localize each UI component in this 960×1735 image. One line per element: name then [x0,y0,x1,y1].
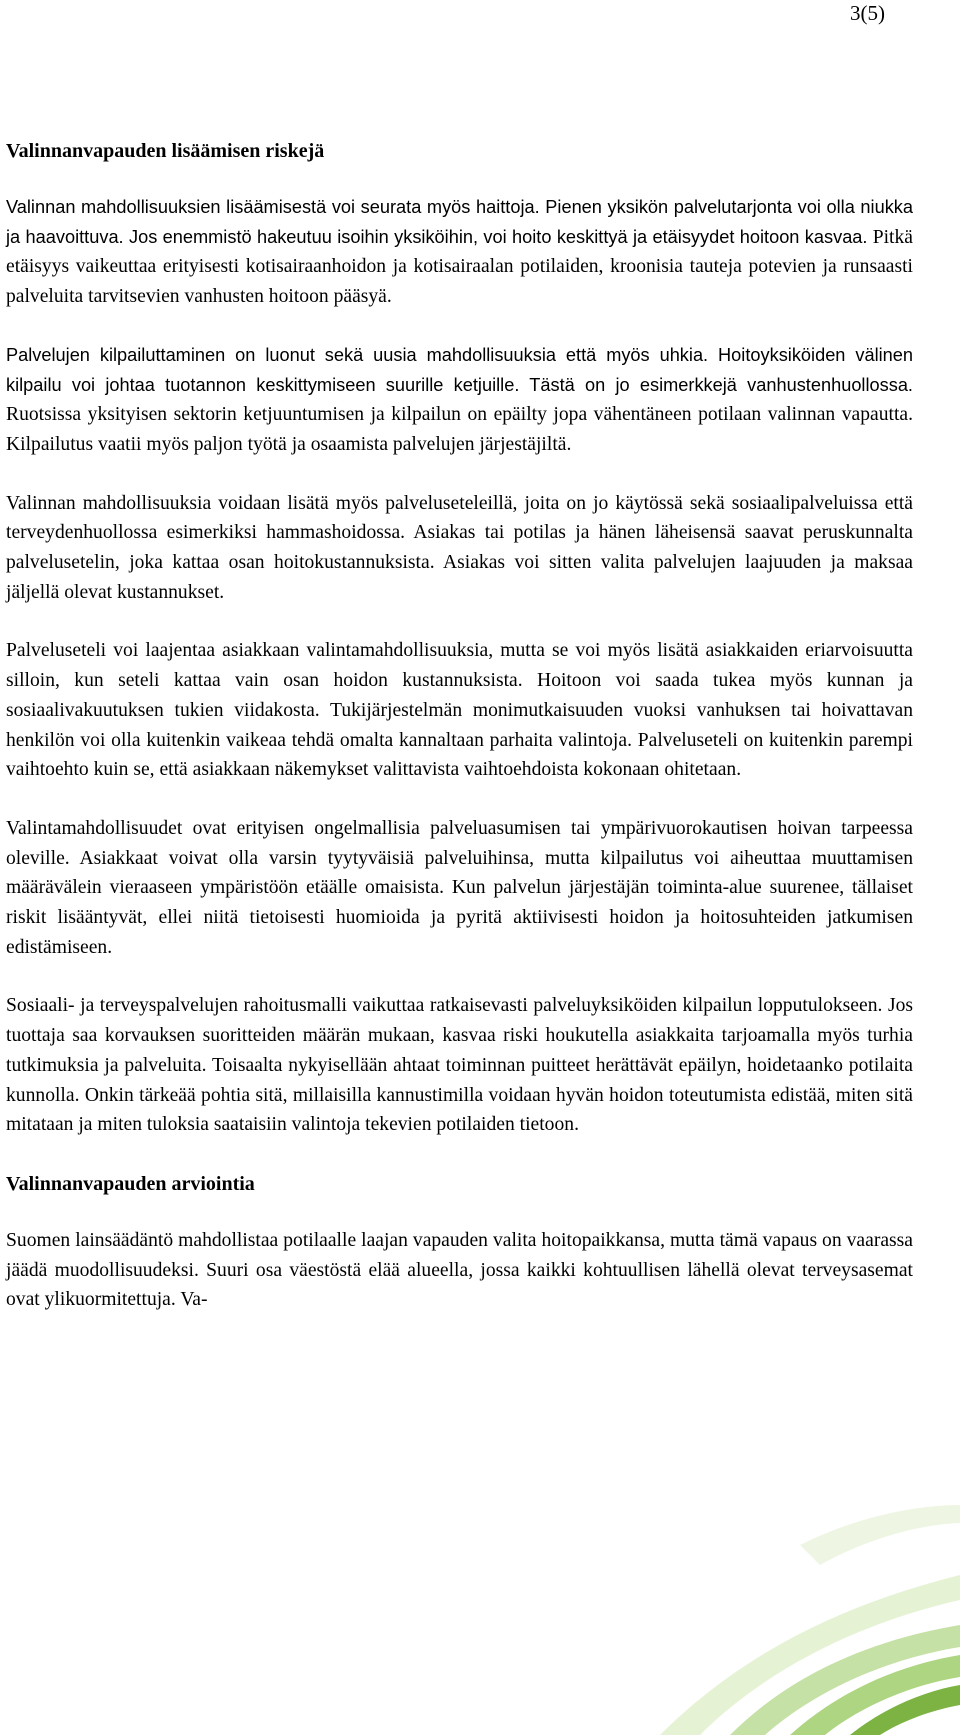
paragraph-risks-intro [6,193,913,312]
paragraph-risks-intro-sans: Valinnan mahdollisuuksien lisäämisestä voi seurata myös haittoja. Pienen yksikön palvelutarjonta voi olla niukka ja haavoittuva. Jos enemmistö hakeutuu isoihin yksiköihin, voi hoito keskittyä ja etäisyydet hoitoon kasvaa. [6,197,913,247]
leaf-swoosh-5 [800,1505,960,1565]
document-body [6,136,913,1344]
paragraph-competition-sans: Palvelujen kilpailuttaminen on luonut sekä uusia mahdollisuuksia että myös uhkia. Hoitoyksiköiden välinen kilpailu voi johtaa tuotannon keskittymiseen suurille ketjuille. Tästä on jo esimerkkejä vanhustenhuollossa. [6,344,913,395]
paragraph-voucher-inequality: Palveluseteli voi laajentaa asiakkaan valintamahdollisuuksia, mutta se voi myös lisätä asiakkaiden eriarvoisuutta silloin, kun seteli kattaa vain osan hoidon kustannuksista. Hoitoon voi saada tukea myös kunnan ja sosiaalivakuutuksen tukien viidakosta. Tukijärjestelmän monimutkaisuuden vuoksi vanhuksen tai hoivattavan henkilön voi olla kuitenkin vaikeaa tehdä omalta kannaltaan parhaita valintoja. Palveluseteli on kuitenkin parempi vaihtoehto kuin se, että asiakkaan näkemykset valittavista vaihtoehdoista kokonaan ohitetaan. [6,640,913,781]
paragraph-vouchers: Valinnan mahdollisuuksia voidaan lisätä myös palveluseteleillä, joita on jo käytössä sekä sosiaalipalveluissa että terveydenhuollossa esimerkiksi hammashoidossa. Asiakas tai potilas ja hänen läheisensä saavat peruskunnalta palvelusetelin, joka kattaa osan hoitokustannuksista. Asiakas voi sitten valita palvelujen laajuuden ja maksaa jäljellä olevat kustannukset. [6,492,913,603]
paragraph-competition-serif: Ruotsissa yksityisen sektorin ketjuuntumisen ja kilpailun on epäilty jopa vähentäneen potilaan valinnan vapautta. Kilpailutus vaatii myös paljon työtä ja osaamista palvelujen järjestäjiltä. [6,404,913,455]
paragraph-legislation: Suomen lainsäädäntö mahdollistaa potilaalle laajan vapauden valita hoitopaikkansa, mutta tämä vapaus on vaarassa jäädä muodollisuudeksi. Suuri osa väestöstä elää alueella, jossa kaikki kohtuullisen lähellä olevat terveysasemat ovat ylikuormitettuja. Va- [6,1229,913,1311]
paragraph-funding-model: Sosiaali- ja terveyspalvelujen rahoitusmalli vaikuttaa ratkaisevasti palveluyksiköiden kilpailun lopputulokseen. Jos tuottaja saa korvauksen suoritteiden määrän mukaan, kasvaa riski houkutella asiakkaita tarjoamalla myös turhia tutkimuksia ja palveluita. Toisaalta nykyisellään ahtaat toiminnan puitteet herättävät epäilyn, hoidetaanko potilaita kunnolla. Onkin tärkeää pohtia sitä, millaisilla kannustimilla voidaan hyvän hoidon toteutumista edistää, miten sitä mitataan ja miten tuloksia saataisiin valintoja tekevien potilaiden tietoon. [6,995,913,1136]
paragraph-assisted-living: Valintamahdollisuudet ovat erityisen ongelmallisia palveluasumisen tai ympärivuorokautisen hoivan tarpeessa oleville. Asiakkaat voivat olla varsin tyytyväisiä palveluihinsa, mutta kilpailutus voi aiheuttaa muuttamisen määrävälein vieraaseen ympäristöön etäälle omaisista. Kun palvelun järjestäjän toiminta-alue suurenee, tällaiset riskit lisääntyvät, ellei niitä tietoisesti huomioida ja pyritä aktiivisesti hoidon ja hoitosuhteiden jatkumisen edistämiseen. [6,817,913,958]
paragraph-competition [6,341,913,460]
green-leaf-decoration [540,1355,960,1735]
section-heading-evaluation: Valinnanvapauden arviointia [6,1172,255,1195]
section-heading-risks: Valinnanvapauden lisäämisen riskejä [6,140,325,162]
page-number: 3(5) [850,1,885,25]
paragraph-risks-intro-serif: Pitkä etäisyys vaikeuttaa erityisesti kotisairaanhoidon ja kotisairaalan potilaiden, kroonisia tauteja potevien ja runsaasti palveluita tarvitsevien vanhusten hoitoon pääsyä. [6,226,913,308]
